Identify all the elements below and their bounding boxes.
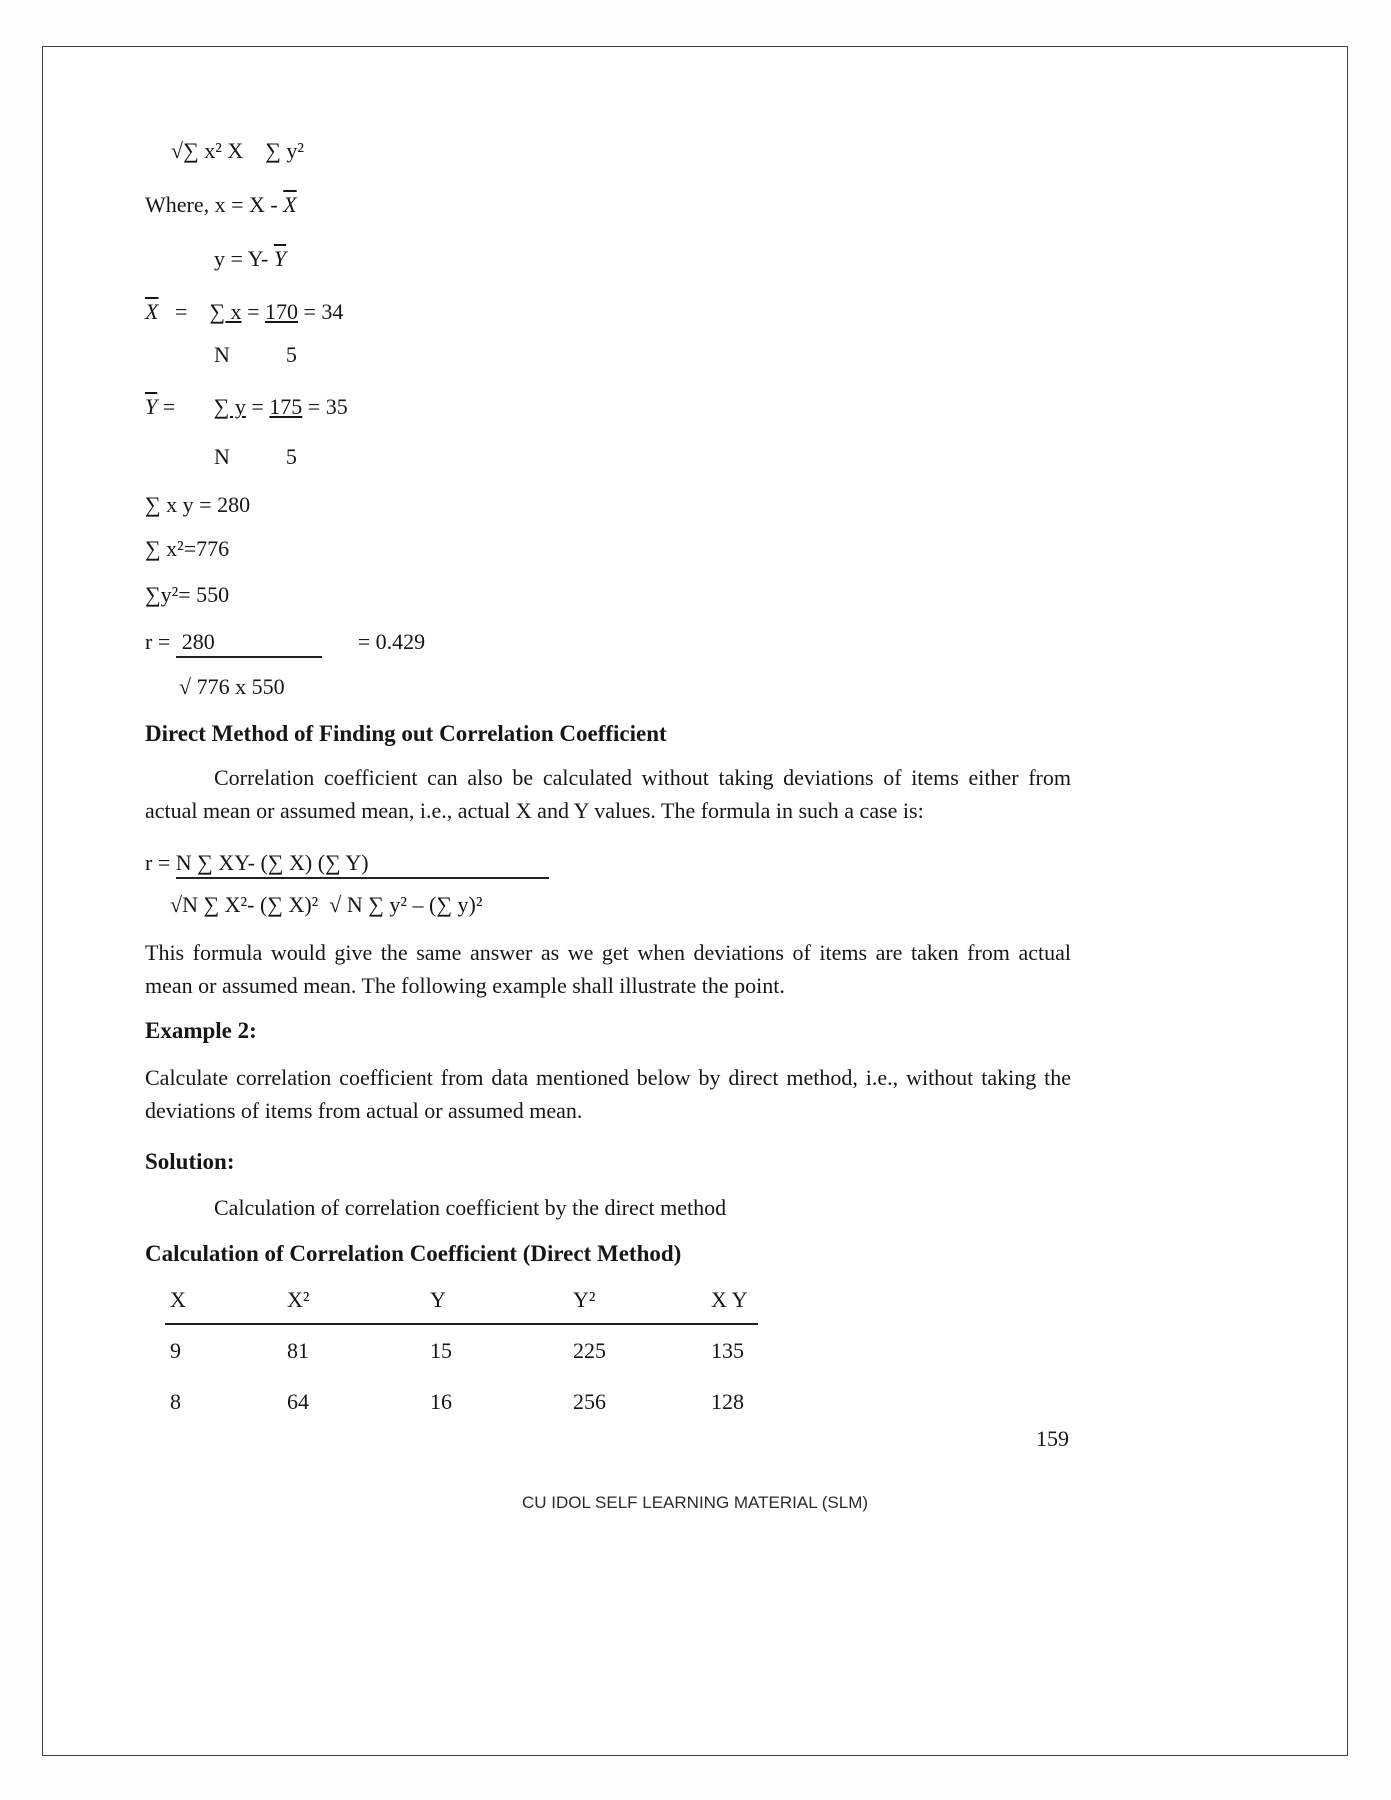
sum-xy-line: ∑ x y = 280: [145, 492, 251, 517]
cell-x: 8: [170, 1389, 181, 1414]
table-row: [165, 1324, 758, 1376]
page-number: 159: [1036, 1426, 1069, 1451]
direct-method-paragraph-2: This formula would give the same answer as we get when deviations of items are taken from actual mean or assumed mean. The following example shall illustrate the point.: [145, 940, 1071, 998]
cell-y: 15: [430, 1338, 452, 1363]
xbar-denominator: [214, 341, 1071, 369]
direct-method-heading: Direct Method of Finding out Correlation Coefficient: [145, 721, 667, 746]
ybar-denominator: [214, 443, 1071, 471]
xbar-equation: [145, 298, 1071, 326]
where-y-definition: [214, 245, 1071, 273]
page-content: [145, 137, 1071, 1427]
formula-numerator: N ∑ XY- (∑ X) (∑ Y): [176, 849, 549, 879]
r-result: = 0.429: [357, 629, 426, 654]
sum-y2-line: ∑y²= 550: [145, 582, 230, 607]
y-bar-symbol: $\overline{Y}$: [273, 246, 287, 271]
where-x-definition: [145, 191, 1071, 219]
equals-sign: =: [241, 299, 265, 324]
cell-y-squared: 256: [573, 1389, 606, 1414]
x-bar-symbol: $\overline{X}$: [145, 299, 159, 324]
cell-x-squared: 64: [287, 1389, 309, 1414]
sum-x-value: 170: [264, 299, 298, 324]
col-header-x-squared: X²: [282, 1281, 425, 1324]
direct-formula-denominator: √N ∑ X²- (∑ X)² √ N ∑ y² – (∑ y)²: [170, 892, 483, 917]
col-header-y-squared: Y²: [568, 1281, 706, 1324]
sum-y-numerator: ∑ y: [213, 394, 246, 419]
table-title: Calculation of Correlation Coefficient (Direct Method): [145, 1241, 682, 1266]
col-header-x: X: [165, 1281, 282, 1324]
sum-y-value: 175: [269, 394, 303, 419]
denominator-n: N: [214, 444, 230, 469]
col-header-xy: X Y: [706, 1281, 758, 1324]
direct-method-paragraph-1: Correlation coefficient can also be calculated without taking deviations of items either from actual mean or assumed mean, i.e., actual X and Y values. The formula in such a case is:: [145, 765, 1071, 823]
where-y-text: y = Y-: [214, 246, 274, 271]
equals-sign: =: [157, 394, 214, 419]
cell-x: 9: [170, 1338, 181, 1363]
cell-y: 16: [430, 1389, 452, 1414]
xbar-result: = 34: [297, 299, 344, 324]
sum-x2-line: ∑ x²=776: [145, 536, 230, 561]
page-border: [42, 46, 1348, 1756]
denominator-count: 5: [285, 342, 297, 367]
ybar-result: = 35: [302, 394, 348, 419]
footer-text: CU IDOL SELF LEARNING MATERIAL (SLM): [521, 1493, 869, 1512]
direct-formula-numerator: [145, 849, 1071, 879]
r-equals: r =: [145, 850, 176, 875]
example-2-heading: Example 2:: [145, 1018, 257, 1043]
cell-xy: 128: [711, 1389, 744, 1414]
table-header-row: [165, 1281, 758, 1324]
table-row: [165, 1376, 758, 1427]
equals-sign: =: [158, 299, 210, 324]
x-bar-symbol: $\overline{X}$: [283, 192, 297, 217]
r-numerator: 280: [176, 628, 322, 658]
r-equals: r =: [145, 629, 176, 654]
correlation-table: [165, 1281, 758, 1427]
denominator-count: 5: [285, 444, 297, 469]
r-denominator: √ 776 x 550: [179, 674, 285, 699]
denominator-n: N: [214, 342, 230, 367]
formula-fragment: √∑ x² X ∑ y²: [171, 138, 305, 163]
r-equation: [145, 628, 1071, 658]
col-header-y: Y: [425, 1281, 568, 1324]
cell-x-squared: 81: [287, 1338, 309, 1363]
example-2-paragraph: Calculate correlation coefficient from data mentioned below by direct method, i.e., without taking the deviations of items from actual or assumed mean.: [145, 1065, 1071, 1123]
cell-xy: 135: [711, 1338, 744, 1363]
cell-y-squared: 225: [573, 1338, 606, 1363]
solution-intro: Calculation of correlation coefficient by the direct method: [214, 1195, 727, 1220]
ybar-equation: [145, 393, 1071, 421]
equals-sign: =: [245, 394, 270, 419]
where-x-text: Where, x = X -: [145, 192, 284, 217]
sum-x-numerator: ∑ x: [209, 299, 242, 324]
y-bar-symbol: $\overline{Y}$: [145, 394, 158, 419]
solution-heading: Solution:: [145, 1149, 235, 1174]
